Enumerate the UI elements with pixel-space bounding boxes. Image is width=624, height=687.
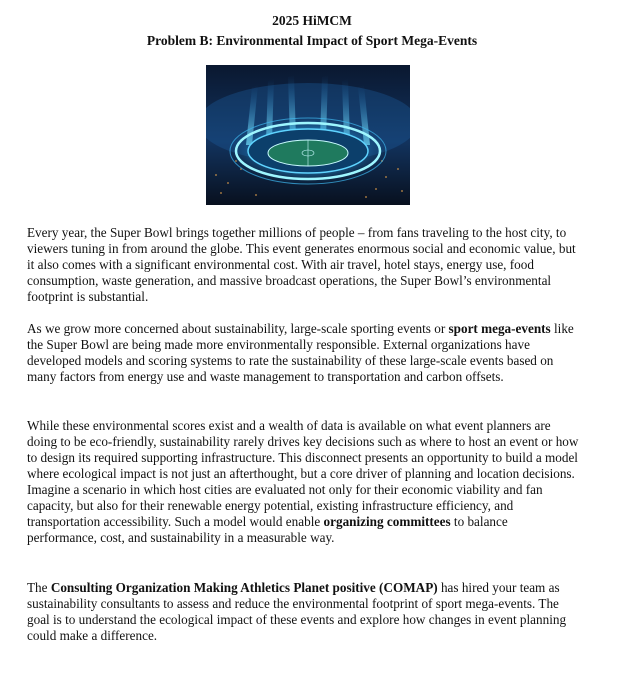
stadium-illustration-icon — [206, 65, 410, 205]
paragraph-text: The — [27, 580, 51, 595]
problem-title: Problem B: Environmental Impact of Sport Mega-Events — [146, 33, 478, 48]
sustainability-paragraph — [27, 321, 579, 385]
bold-term: organizing committees — [323, 514, 451, 529]
document-title: 2025 HiMCM — [272, 13, 352, 28]
comap-paragraph — [27, 580, 579, 644]
paragraph-text: like the Super Bowl are being made more environmentally responsible. External organizations have developed models and scoring systems to rate the sustainability of these large-scale events based on many factors from energy use and waste management to transportation and carbon offsets. — [27, 321, 574, 384]
paragraph-text: has hired your team as sustainability consultants to assess and reduce the environmental footprint of sport mega-events. The goal is to understand the ecological impact of these events and explore how changes in event planning could make a difference. — [27, 580, 567, 643]
paragraph-text: While these environmental scores exist and a wealth of data is available on what event planners are doing to be eco-friendly, sustainability rarely drives key decisions such as where to host an event or how to design its required supporting infrastructure. This disconnect presents an opportunity to build a model where ecological impact is not just an afterthought, but a core driver of planning and location decisions. Imagine a scenario in which host cities are evaluated not only for their economic viability and fan capacity, but also for their renewable energy potential, existing infrastructure efficiency, and transportation accessibility. Such a model would enable — [27, 418, 579, 529]
model-opportunity-paragraph — [27, 418, 579, 546]
paragraph-text: to balance performance, cost, and sustainability in a measurable way. — [27, 514, 508, 545]
paragraph-text: As we grow more concerned about sustainability, large-scale sporting events or — [27, 321, 449, 336]
intro-paragraph: Every year, the Super Bowl brings together millions of people – from fans traveling to the host city, to viewers tuning in from around the globe. This event generates enormous social and economic value, but it also comes with a significant environmental cost. With air travel, hotel stays, energy use, food consumption, waste generation, and massive broadcast operations, the Super Bowl’s environmental footprint is substantial. — [27, 225, 576, 304]
bold-term: sport mega-events — [448, 321, 551, 336]
bold-term: Consulting Organization Making Athletics Planet positive (COMAP) — [50, 580, 438, 595]
